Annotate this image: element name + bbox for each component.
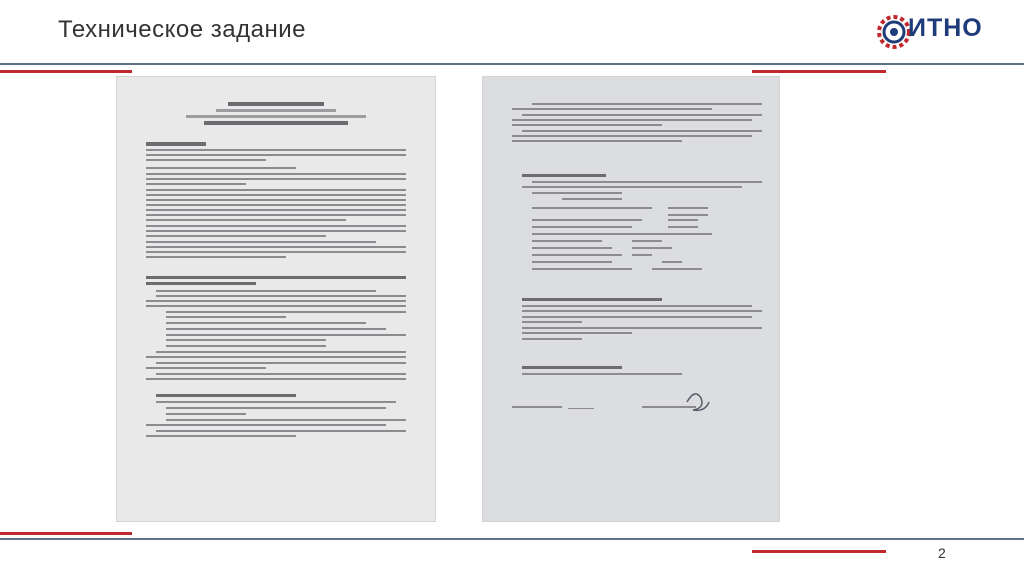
document-page-left-text [116,76,436,522]
document-page-right [482,76,780,522]
slide-number: 2 [938,545,946,561]
footer-rule-blue [0,538,1024,540]
footer-rule-red-right [752,550,886,553]
logo-text: ИТНО [908,14,983,42]
slide-title: Техническое задание [58,16,306,43]
document-page-right-text [482,76,780,522]
header-rule-red-right [752,70,886,73]
footer-rule-red-left [0,532,132,535]
header-rule-blue [0,63,1024,65]
header-rule-red-left [0,70,132,73]
document-page-left [116,76,436,522]
